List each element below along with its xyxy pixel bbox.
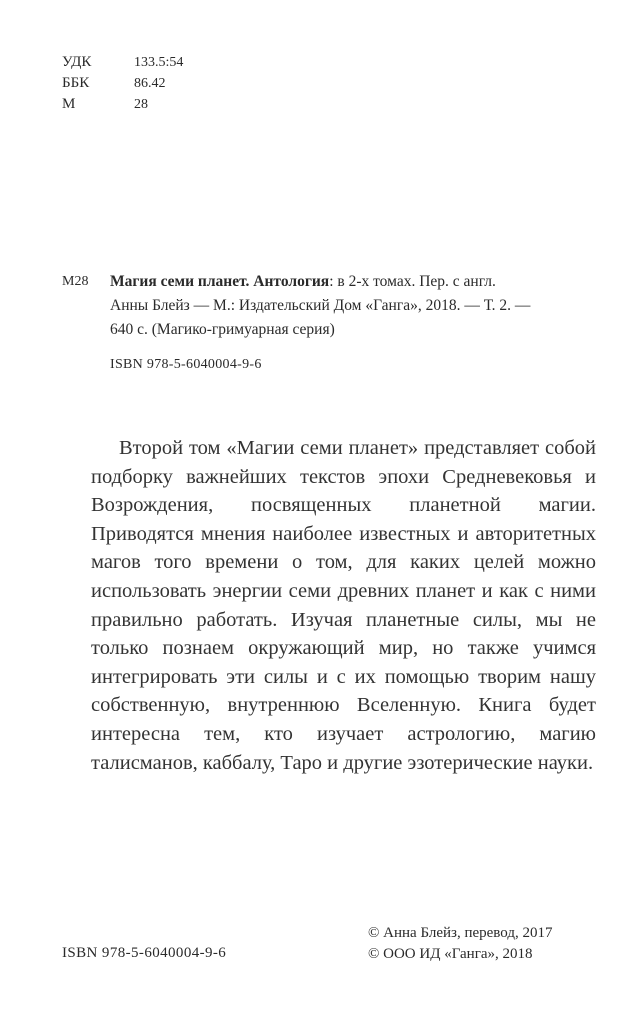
author-mark-row	[62, 94, 183, 115]
annotation-text: Второй том «Магии семи планет» представляет собой подборку важнейших текстов эпохи Средневековья и Возрождения, посвященных планетной магии. Приводятся мнения наиболее известных и авторитетных магов того времени о том, для каких целей можно использовать энергии семи древних планет и как с ними правильно работать. Изучая планетные силы, мы не только познаем окружающий мир, но также учимся интегрировать эти силы и с их помощью творим нашу собственную, внутреннюю Вселенную. Книга будет интересна тем, кто изучает астрологию, магию талисманов, каббалу, Таро и другие эзотерические науки.	[91, 437, 596, 774]
udk-label: УДК	[62, 54, 92, 70]
author-mark-label: М	[62, 96, 76, 112]
bbk-value: 86.42	[134, 76, 166, 91]
classification-codes	[62, 52, 183, 115]
annotation	[91, 434, 596, 777]
bbk-row	[62, 73, 183, 94]
footer-isbn: ISBN 978-5-6040004-9-6	[62, 945, 227, 961]
author-mark-code: М28	[62, 274, 89, 289]
udk-value: 133.5:54	[134, 55, 184, 70]
bibliographic-line-2: Анны Блейз — М.: Издательский Дом «Ганга», 2018. — Т. 2. —	[110, 297, 531, 314]
book-title: Магия семи планет. Антология	[110, 273, 330, 290]
copyright-publisher: © ООО ИД «Ганга», 2018	[368, 946, 533, 962]
bibliographic-description	[110, 270, 610, 342]
bibliographic-line-1	[110, 270, 610, 294]
copyright-block	[368, 923, 552, 965]
copyright-translator: © Анна Блейз, перевод, 2017	[368, 925, 553, 941]
bbk-label: ББК	[62, 75, 90, 91]
bibliographic-line-3: 640 с. (Магико-гримуарная серия)	[110, 321, 335, 338]
edition-info: : в 2-х томах. Пер. с англ.	[329, 273, 496, 290]
author-mark-value: 28	[134, 97, 148, 112]
bibliographic-entry	[62, 270, 610, 342]
udk-row	[62, 52, 183, 73]
isbn-entry: ISBN 978-5-6040004-9-6	[110, 357, 262, 372]
